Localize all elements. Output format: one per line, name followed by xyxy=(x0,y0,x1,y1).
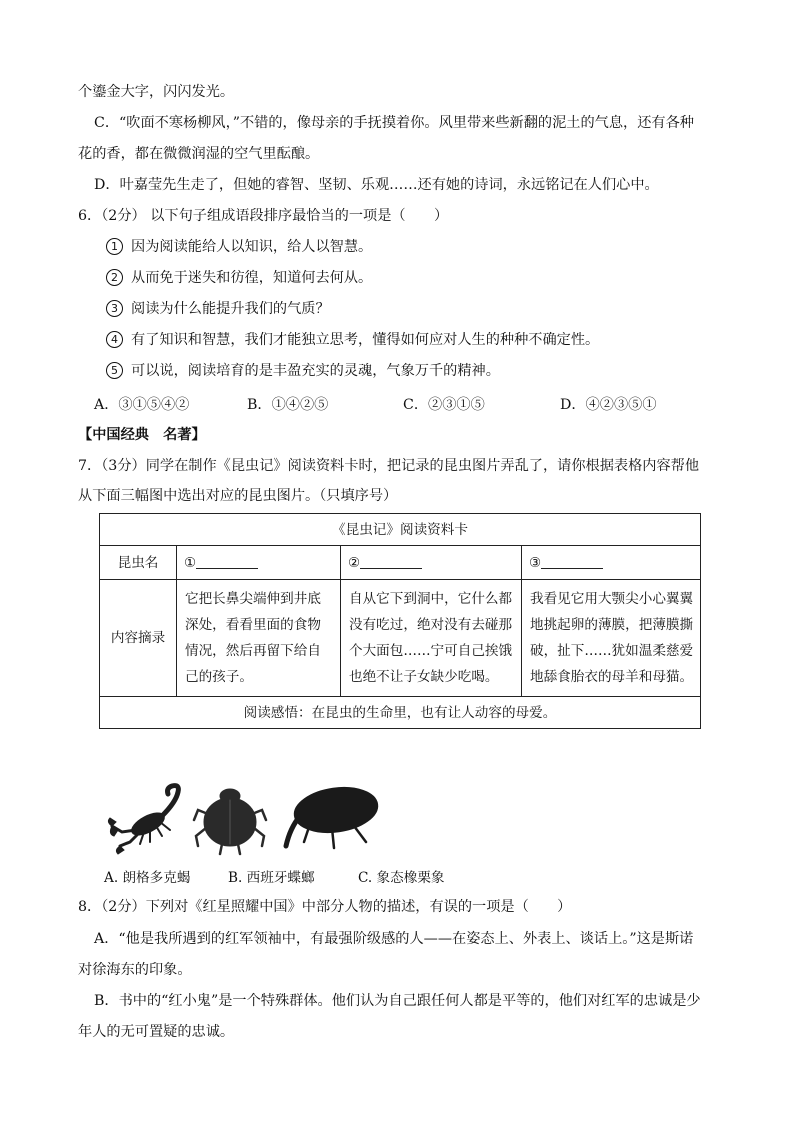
q6-item-text: 从而免于迷失和彷徨，知道何去何从。 xyxy=(131,270,373,286)
q8-option-b-line2: 年人的无可置疑的忠诚。 xyxy=(78,1024,235,1040)
blank-number: ① xyxy=(184,554,197,571)
q6-option-d: D．④②③⑤① xyxy=(560,397,657,413)
caption-b: B. 西班牙蝶螂 xyxy=(228,870,315,886)
q6-item-text: 有了知识和智慧，我们才能独立思考，懂得如何应对人生的种种不确定性。 xyxy=(131,332,600,348)
beetle-image xyxy=(194,789,266,854)
q5-option-c-line2: 花的香，都在微微润湿的空气里酝酿。 xyxy=(78,146,320,162)
q6-option-b: B．①④②⑤ xyxy=(247,397,329,413)
q5-option-b-continued: 个鎏金大字，闪闪发光。 xyxy=(78,84,235,100)
circled-number: 4 xyxy=(106,331,123,348)
insect-name-blank-2[interactable] xyxy=(341,546,522,580)
caption-c: C. 象态橡栗象 xyxy=(358,870,445,886)
reading-card-table xyxy=(99,513,701,729)
reading-reflection: 阅读感悟：在昆虫的生命里，也有让人动容的母爱。 xyxy=(100,697,701,729)
excerpt-1: 它把长鼻尖端伸到井底深处，看看里面的食物情况，然后再留下给自己的孩子。 xyxy=(177,580,341,697)
insect-name-label: 昆虫名 xyxy=(100,546,177,580)
q6-option-a: A．③①⑤④② xyxy=(94,397,190,413)
q6-item-text: 可以说，阅读培育的是丰盈充实的灵魂，气象万千的精神。 xyxy=(131,363,500,379)
q6-item-2 xyxy=(106,268,372,288)
circled-number: 5 xyxy=(106,362,123,379)
q6-option-c: C．②③①⑤ xyxy=(403,397,485,413)
circled-number: 3 xyxy=(106,300,123,317)
blank-number: ② xyxy=(348,554,361,571)
q8-option-a-line2: 对徐海东的印象。 xyxy=(78,962,192,978)
excerpt-2: 自从它下到洞中，它什么都没有吃过，绝对没有去碰那个大面包……宁可自己挨饿也绝不让子女缺少吃喝。 xyxy=(341,580,522,697)
insect-images xyxy=(104,780,384,858)
blank-number: ③ xyxy=(529,554,542,571)
q6-item-text: 因为阅读能给人以知识，给人以智慧。 xyxy=(131,239,373,255)
q6-item-5 xyxy=(106,361,500,381)
insect-name-blank-3[interactable] xyxy=(522,546,701,580)
q6-item-4 xyxy=(106,330,599,350)
q7-stem-line1: 7．（3分）同学在制作《昆虫记》阅读资料卡时，把记录的昆虫图片弄乱了，请你根据表格内容帮他 xyxy=(78,458,700,474)
q5-option-d: D．叶嘉莹先生走了，但她的睿智、坚韧、乐观……还有她的诗词，永远铭记在人们心中。 xyxy=(94,177,659,193)
insect-name-blank-1[interactable] xyxy=(177,546,341,580)
q8-stem: 8．（2分）下列对《红星照耀中国》中部分人物的描述，有误的一项是（ ） xyxy=(78,899,572,915)
q7-stem-line2: 从下面三幅图中选出对应的昆虫图片。（只填序号） xyxy=(78,488,398,504)
excerpt-3: 我看见它用大颚尖小心翼翼地挑起卵的薄膜，把薄膜撕破，扯下……犹如温柔慈爱地舔食胎衣的母羊和母猫。 xyxy=(522,580,701,697)
answer-underline xyxy=(196,554,258,569)
q5-option-c-line1: C．“吹面不寒杨柳风，”不错的，像母亲的手抚摸着你。风里带来些新翻的泥土的气息，还有各种 xyxy=(94,115,694,131)
caption-a: A. 朗格多克蝎 xyxy=(104,870,191,886)
section-header: 【中国经典 名著】 xyxy=(78,427,206,443)
q6-item-3 xyxy=(106,299,330,319)
circled-number: 2 xyxy=(106,269,123,286)
q6-item-1 xyxy=(106,237,372,257)
q8-option-a-line1: A．“他是我所遇到的红军领袖中，有最强阶级感的人——在姿态上、外表上、谈话上。”这是斯诺 xyxy=(94,931,694,947)
q8-option-b-line1: B．书中的“红小鬼”是一个特殊群体。他们认为自己跟任何人都是平等的，他们对红军的忠诚是少 xyxy=(94,993,701,1009)
excerpt-label: 内容摘录 xyxy=(100,580,177,697)
card-title: 《昆虫记》阅读资料卡 xyxy=(100,514,701,546)
weevil-image xyxy=(286,782,381,848)
answer-underline xyxy=(360,554,422,569)
circled-number: 1 xyxy=(106,238,123,255)
q6-item-text: 阅读为什么能提升我们的气质？ xyxy=(131,301,330,317)
answer-underline xyxy=(541,554,603,569)
scorpion-image xyxy=(108,786,178,854)
q6-stem: 6．（2分） 以下句子组成语段排序最恰当的一项是（ ） xyxy=(78,208,449,224)
